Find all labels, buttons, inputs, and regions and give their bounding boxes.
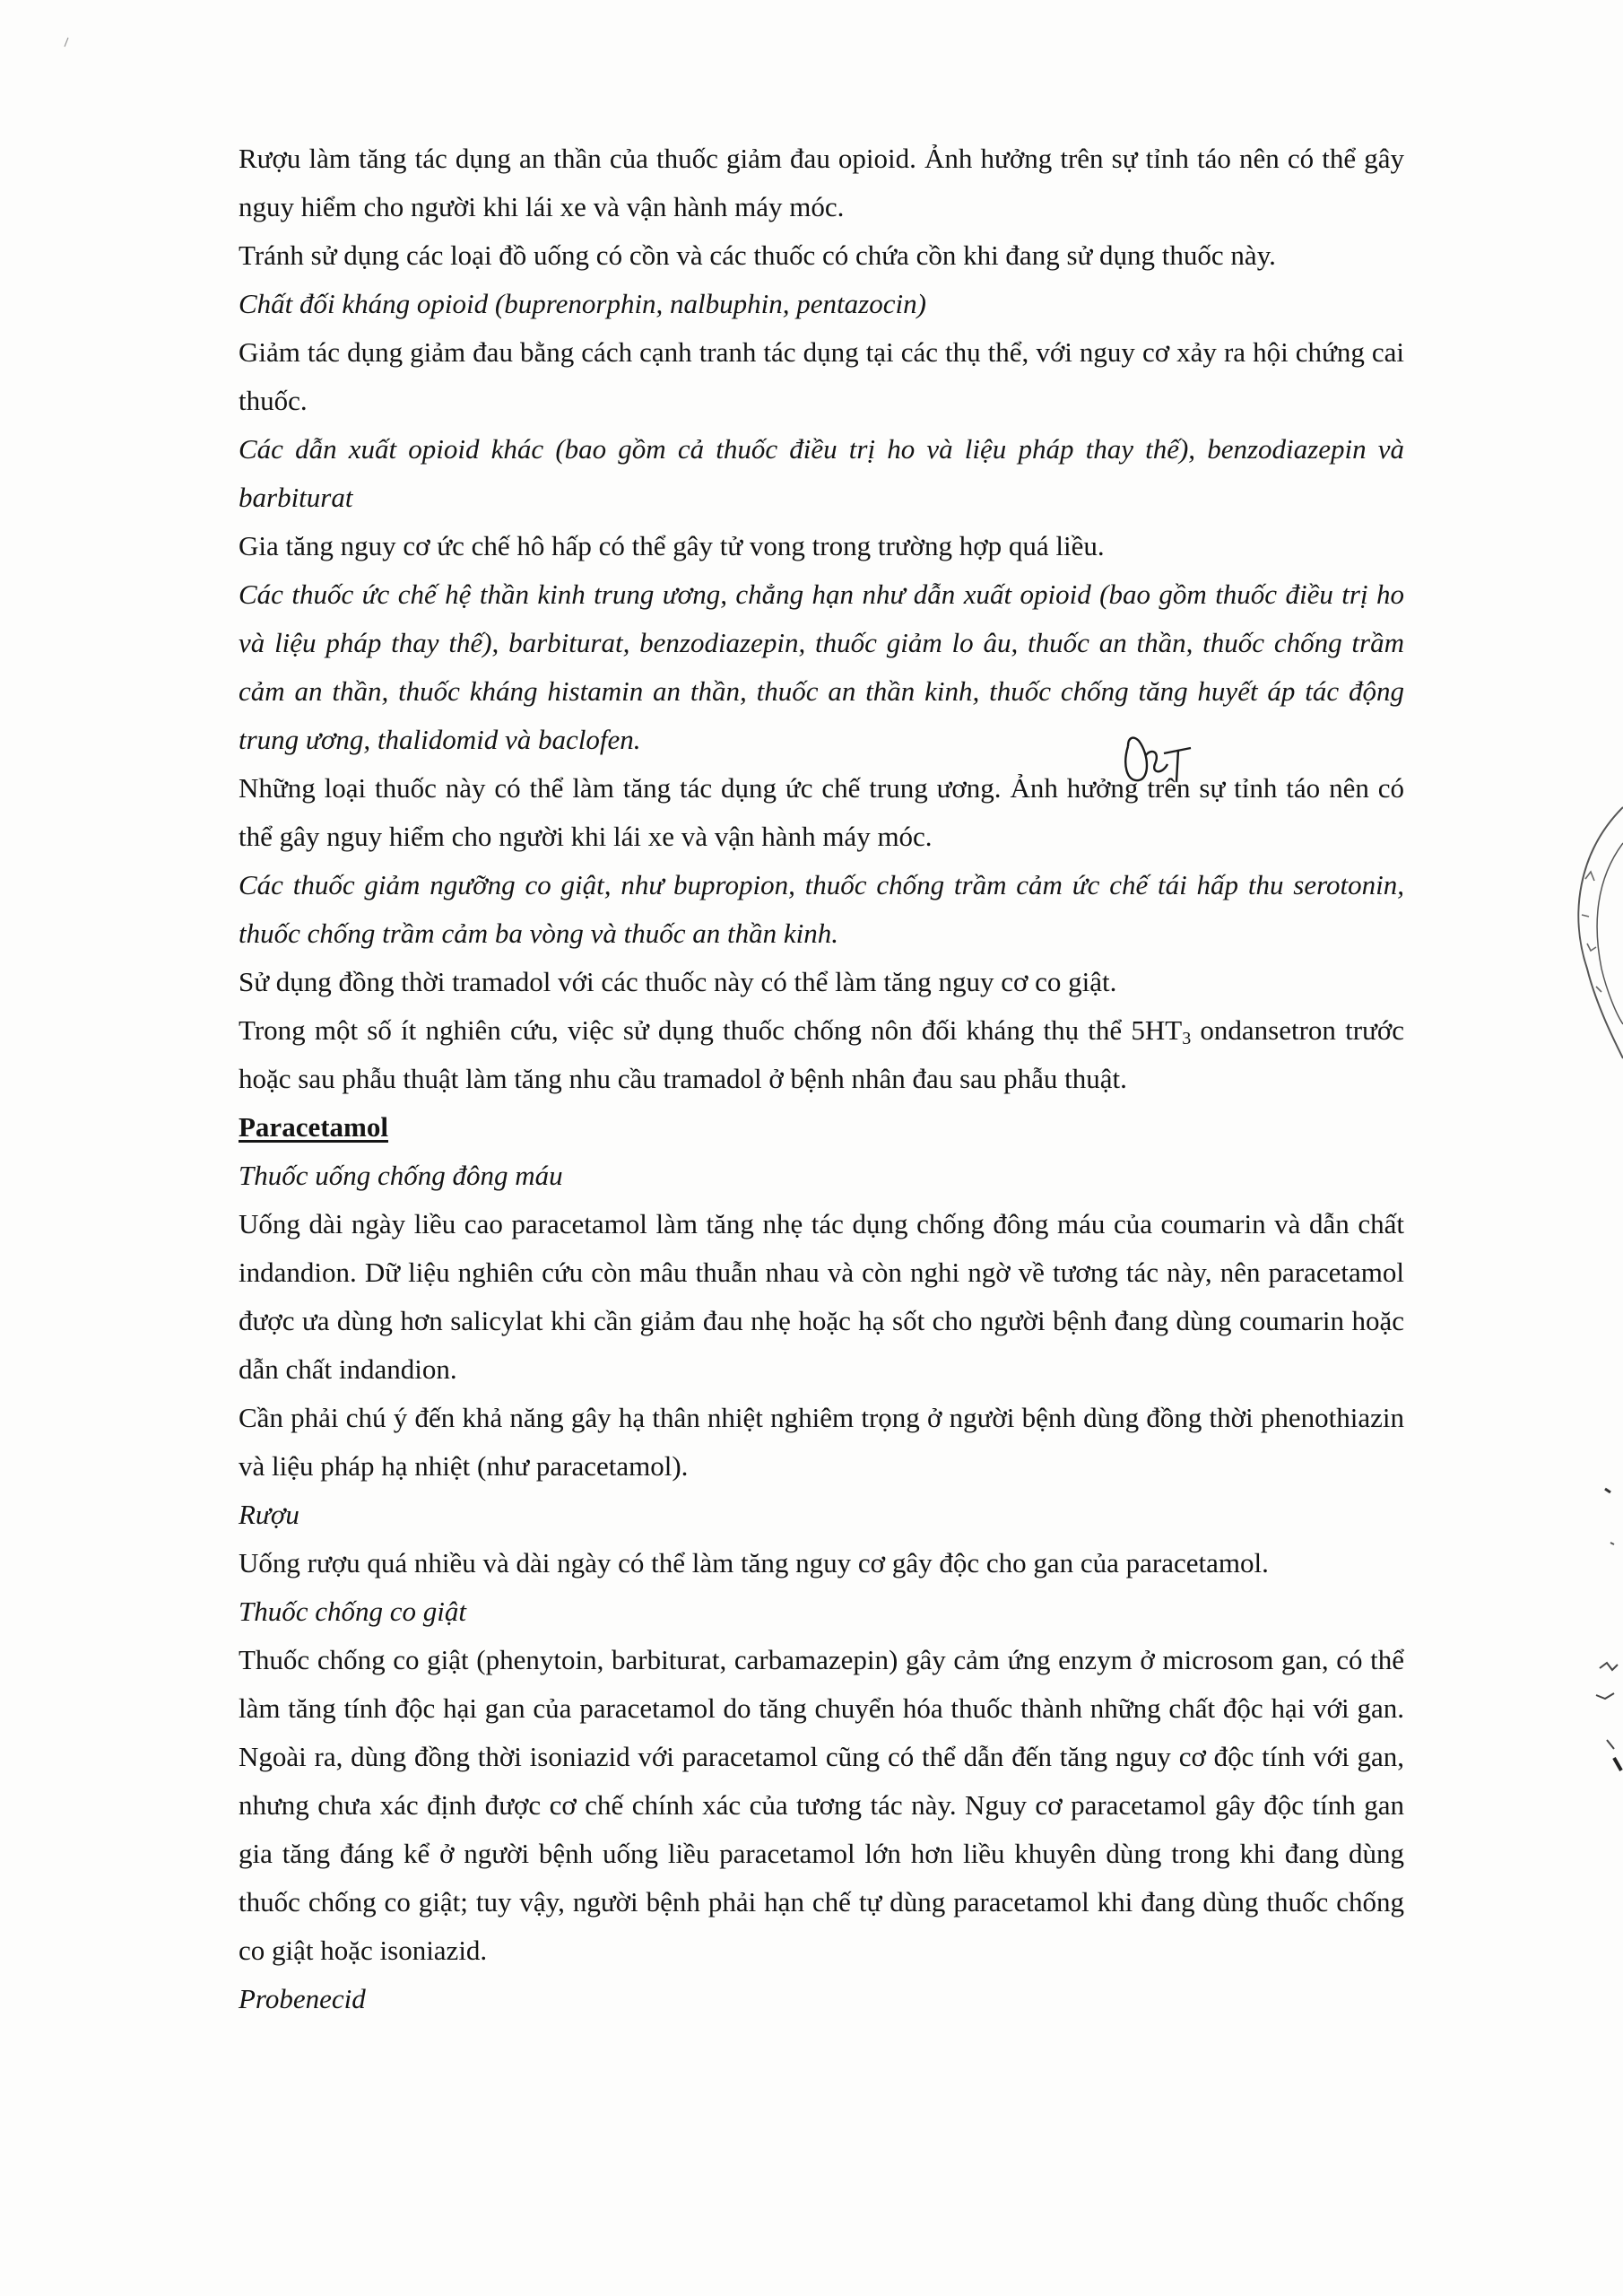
subheading-opioid-antagonists: Chất đối kháng opioid (buprenorphin, nalbuphin, pentazocin) <box>239 288 926 319</box>
document-body <box>239 135 1404 2023</box>
paragraph-anticonvulsants: Thuốc chống co giật (phenytoin, barbiturat, carbamazepin) gây cảm ứng enzym ở microsom gan, có thể làm tăng tính độc hại gan của paracetamol do tăng chuyển hóa thuốc thành những chất độc hại với gan. Ngoài ra, dùng đồng thời isoniazid với paracetamol cũng có thể dẫn đến tăng nguy cơ độc tính với gan, nhưng chưa xác định được cơ chế chính xác của tương tác này. Nguy cơ paracetamol gây độc tính gan gia tăng đáng kể ở người bệnh uống liều paracetamol lớn hơn liều khuyên dùng trong khi đang dùng thuốc chống co giật; tuy vậy, người bệnh phải hạn chế tự dùng paracetamol khi đang dùng thuốc chống co giật hoặc isoniazid. <box>239 1644 1404 1966</box>
subheading-seizure-threshold: Các thuốc giảm ngưỡng co giật, như bupropion, thuốc chống trầm cảm ức chế tái hấp thu serotonin, thuốc chống trầm cảm ba vòng và thuốc an thần kinh. <box>239 869 1404 949</box>
handwritten-initials-icon <box>1119 728 1200 791</box>
paragraph-cns-depressants: Những loại thuốc này có thể làm tăng tác dụng ức chế trung ương. Ảnh hưởng trên sự tỉnh táo nên có thể gây nguy hiểm cho người khi lái xe và vận hành máy móc. <box>239 772 1404 852</box>
paragraph-anticoagulants: Uống dài ngày liều cao paracetamol làm tăng nhẹ tác dụng chống đông máu của coumarin và dẫn chất indandion. Dữ liệu nghiên cứu còn mâu thuẫn nhau và còn nghi ngờ về tương tác này, nên paracetamol được ưa dùng hơn salicylat khi cần giảm đau nhẹ hoặc hạ sốt cho người bệnh đang dùng coumarin hoặc dẫn chất indandion. <box>239 1208 1404 1385</box>
ondansetron-subscript: 3 <box>1182 1029 1192 1048</box>
subheading-alcohol: Rượu <box>239 1499 299 1530</box>
subheading-anticonvulsants: Thuốc chống co giật <box>239 1596 466 1627</box>
paragraph-avoid-alcohol: Tránh sử dụng các loại đồ uống có cồn và các thuốc có chứa cồn khi đang sử dụng thuốc này. <box>239 239 1276 271</box>
ondansetron-text-after: ondansetron trước hoặc sau phẫu thuật làm tăng nhu cầu tramadol ở bệnh nhân đau sau phẫu thuật. <box>239 1014 1404 1094</box>
paragraph-alcohol-liver: Uống rượu quá nhiều và dài ngày có thể làm tăng nguy cơ gây độc cho gan của paracetamol. <box>239 1547 1269 1578</box>
paragraph-seizure-risk: Sử dụng đồng thời tramadol với các thuốc này có thể làm tăng nguy cơ co giật. <box>239 966 1117 997</box>
subheading-cns-depressants: Các thuốc ức chế hệ thần kinh trung ương, chẳng hạn như dẫn xuất opioid (bao gồm thuốc điều trị ho và liệu pháp thay thế), barbiturat, benzodiazepin, thuốc giảm lo âu, thuốc an thần, thuốc chống trầm cảm an thần, thuốc kháng histamin an thần, thuốc an thần kinh, thuốc chống tăng huyết áp tác động trung ương, thalidomid và baclofen. <box>239 578 1404 755</box>
section-heading-paracetamol: Paracetamol <box>239 1111 388 1143</box>
scan-speck-icon <box>61 36 72 48</box>
subheading-other-opioids: Các dẫn xuất opioid khác (bao gồm cả thuốc điều trị ho và liệu pháp thay thế), benzodiazepin và barbiturat <box>239 433 1404 513</box>
paragraph-hypothermia: Cần phải chú ý đến khả năng gây hạ thân nhiệt nghiêm trọng ở người bệnh dùng đồng thời phenothiazin và liệu pháp hạ nhiệt (như paracetamol). <box>239 1402 1404 1482</box>
subheading-oral-anticoagulants: Thuốc uống chống đông máu <box>239 1160 563 1191</box>
edge-scan-marks-icon <box>1587 1471 1623 1794</box>
partial-stamp-icon <box>1560 789 1623 1094</box>
subheading-probenecid: Probenecid <box>239 1983 366 2014</box>
paragraph-other-opioids: Gia tăng nguy cơ ức chế hô hấp có thể gây tử vong trong trường hợp quá liều. <box>239 530 1105 561</box>
ondansetron-text-before: Trong một số ít nghiên cứu, việc sử dụng thuốc chống nôn đối kháng thụ thể 5HT <box>239 1014 1183 1046</box>
paragraph-ondansetron <box>239 1006 1404 1103</box>
paragraph-opioid-antagonists: Giảm tác dụng giảm đau bằng cách cạnh tranh tác dụng tại các thụ thể, với nguy cơ xảy ra hội chứng cai thuốc. <box>239 336 1404 416</box>
paragraph-alcohol: Rượu làm tăng tác dụng an thần của thuốc giảm đau opioid. Ảnh hưởng trên sự tỉnh táo nên có thể gây nguy hiểm cho người khi lái xe và vận hành máy móc. <box>239 143 1404 222</box>
